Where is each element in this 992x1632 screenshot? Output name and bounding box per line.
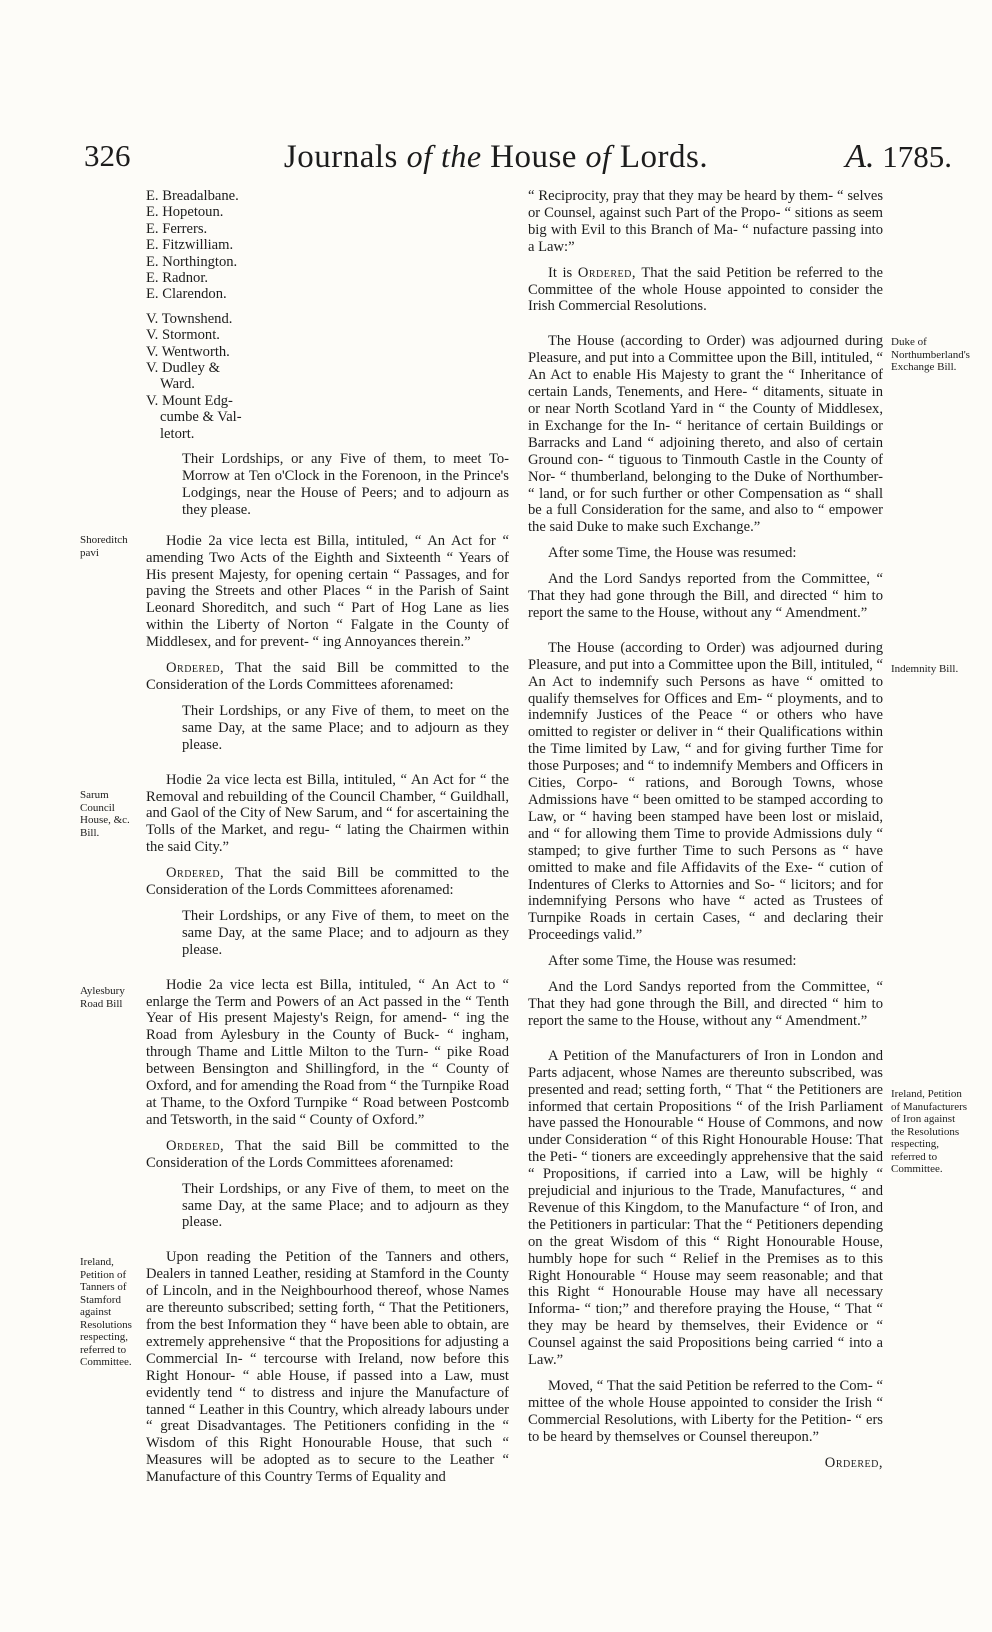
margin-note-aylesbury: Aylesbury Road Bill — [80, 985, 125, 1010]
margin-note-ireland-tanners: Ireland, Petition of Tanners of Stamford against Resolutions respecting, referred to Committee. — [80, 1256, 132, 1368]
ordered-lead: It is — [548, 264, 573, 281]
left-column — [146, 188, 509, 1495]
peer-name: V. Mount Edg- — [146, 392, 233, 409]
title-part: of — [576, 138, 620, 174]
page-title — [0, 138, 992, 176]
ordered-text — [146, 1138, 509, 1172]
title-part: of — [406, 138, 433, 174]
title-part: Journals — [283, 139, 407, 175]
moved-text: Moved, “ That the said Petition be referred to the Com- “ mittee of the whole House appointed to consider the Irish “ Commercial Resolutions, with Liberty for the Petition- “ ers to be heard by themselves or Counsel thereupon.” — [528, 1378, 883, 1445]
house-resumed-text: After some Time, the House was resumed: — [548, 545, 797, 562]
ordered-text — [146, 865, 509, 899]
peer-name: letort. — [160, 425, 195, 442]
tanners-petition-text: Upon reading the Petition of the Tanners and others, Dealers in tanned Leather, residing at Stamford in the County of Lincoln, and in the Neighbourhood thereof, whose Names are thereunto subscribed; setting forth, “ That the Petitioners, from the best Information they “ have been able to obtain, are extremely apprehensive “ that the Propositions for adjusting a Commercial In- “ tercourse with Ireland, now before this Right Honour- “ able House, if passed into a Law, must evidently tend “ to distress and injure the Manufacture of tanned “ Leather in this Country, which already labours under “ great Disadvantages. The Petitioners confiding in the “ Wisdom of this Right Honourable House, that such “ Measures will be adopted as to secure to the Leather “ Manufacture of this Country Terms of Equality and — [146, 1249, 509, 1486]
ordered-irish-text — [528, 265, 883, 316]
ordered-body: That the said Bill be committed to the Consideration of the Lords Committees aforenamed: — [146, 1137, 509, 1171]
title-part: House — [490, 139, 577, 175]
year-prefix: A. — [845, 138, 875, 175]
ordered-text — [146, 660, 509, 694]
iron-petition-text: A Petition of the Manufacturers of Iron in London and Parts adjacent, whose Names are thereunto subscribed, was presented and read; setting forth, “ That “ the Petitioners are informed that certain Propositions “ of the Irish Parliament have passed the Honourable “ House of Commons, and now under Consideration “ of this Right Honourable House: That the Peti- “ tioners are exceedingly apprehensive that the said “ Propositions, if carried into a Law, will be highly “ prejudicial and injurious to the Trade, Manufactures, “ and Revenue of this Kingdom, to the Manufacture “ of Iron, and the Petitioners in particular: That the “ Petitioners depending on the great Wisdom of this “ Right Honourable House, humbly hope for such “ Relief in the Premises as to this Right Honourable “ House may seem reasonable; and that this Right “ Honourable House may have all necessary Informa- “ tion;” and therefore praying the House, “ That “ they may be heard by themselves, their Evidence or “ Counsel against the said Propositions being carried “ into a Law.” — [528, 1047, 883, 1369]
peer-name: cumbe & Val- — [160, 409, 242, 426]
indemnity-bill-text: The House (according to Order) was adjourned during Pleasure, and put into a Committee upon the Bill, intituled, “ An Act to indemnify such Persons as have “ omitted to qualify themselves for Offices and Em- “ ployments, and to indemnify Justices of the Peace “ or others who have omitted to register or deliver in “ their Qualifications within the Time limited by Law, “ and for giving further Time for those Purposes; and “ to indemnify Members and Officers in Cities, Corpo- “ rations, and Borough Towns, whose Admissions have “ been omitted to be stamped according to Law, or “ having been stamped have been lost or mislaid, and “ for allowing them Time to provide Admissions duly “ stamped; to give further Time to such Persons as “ have omitted to make and file Affidavits of the Exe- “ cution of Indentures of Clerks to Attornies and So- “ licitors; and for indemnifying Persons who have “ acted as Trustees of Turnpike Roads in certain Cases, “ and declaring their Proceedings valid.” — [528, 639, 883, 944]
peer-name: E. Northington. — [146, 253, 238, 270]
catchword: Ordered, — [824, 1454, 883, 1471]
ordered-body: That the said Bill be committed to the Consideration of the Lords Committees aforenamed: — [146, 660, 509, 693]
ordered-word: Ordered, — [577, 264, 637, 281]
ordered-body: That the said Petition be referred to the Committee of the whole House appointed to consider the Irish Commercial Resolutions. — [528, 264, 884, 315]
title-part: the — [432, 138, 491, 174]
peer-name: E. Ferrers. — [146, 220, 208, 237]
ordered-word: Ordered, — [166, 1137, 225, 1154]
year-value: 1785. — [882, 139, 952, 174]
meeting-text: Their Lordships, or any Five of them, to meet on the same Day, at the same Place; and to adjourn as they please. — [182, 702, 509, 753]
peer-name: Ward. — [160, 376, 195, 393]
peer-name: V. Wentworth. — [146, 343, 230, 360]
ordered-word: Ordered, — [166, 660, 225, 677]
tanners-petition-continued: “ Reciprocity, pray that they may be heard by them- “ selves or Counsel, against such Part of the Propo- “ sitions as seem big with Evil to this Branch of Ma- “ nufacture passing into a Law:” — [528, 188, 883, 255]
peer-name: V. Dudley & — [146, 360, 220, 377]
right-column — [528, 188, 883, 1472]
peer-name: E. Fitzwilliam. — [146, 237, 234, 254]
meeting-text: Their Lordships, or any Five of them, to meet on the same Day, at the same Place; and to adjourn as they please. — [182, 907, 509, 958]
peer-name: V. Townshend. — [146, 310, 233, 327]
peer-name: E. Breadalbane. — [146, 188, 239, 204]
page-header — [0, 0, 992, 180]
margin-note-ireland-iron: Ireland, Petition of Manufacturers of Iron against the Resolutions respecting, referred to Committee. — [891, 1088, 968, 1175]
margin-note-northumberland: Duke of Northumberland's Exchange Bill. — [891, 336, 970, 373]
peer-name: E. Hopetoun. — [146, 204, 224, 221]
margin-note-sarum: Sarum Council House, &c. Bill. — [80, 789, 130, 839]
peer-name: E. Radnor. — [146, 270, 209, 287]
peer-name: E. Clarendon. — [146, 286, 227, 303]
margin-note-shoreditch: Shoreditch pavi — [80, 534, 128, 559]
page-year — [845, 138, 952, 176]
peer-name: V. Stormont. — [146, 327, 220, 344]
sandys-report-text: And the Lord Sandys reported from the Committee, “ That they had gone through the Bill, and directed “ him to report the same to the House, without any “ Amendment.” — [528, 979, 883, 1029]
sandys-report-text: And the Lord Sandys reported from the Committee, “ That they had gone through the Bill, and directed “ him to report the same to the House, without any “ Amendment.” — [528, 571, 883, 621]
ordered-word: Ordered, — [166, 865, 225, 882]
page-number: 326 — [84, 138, 131, 173]
committee-names — [146, 188, 509, 442]
house-resumed-text: After some Time, the House was resumed: — [548, 953, 797, 970]
sarum-bill-text: Hodie 2a vice lecta est Billa, intituled, “ An Act for “ the Removal and rebuilding of the Council Chamber, “ Guildhall, and Gaol of the City of New Sarum, and “ for ascertaining the Tolls of the Market, and regu- “ lating the Chairmen within the said City.” — [146, 771, 509, 856]
meeting-text: Their Lordships, or any Five of them, to meet on the same Day, at the same Place; and to adjourn as they please. — [182, 1180, 509, 1231]
meeting-text: Their Lordships, or any Five of them, to meet To-Morrow at Ten o'Clock in the Forenoon, in the Prince's Lodgings, near the House of Peers; and to adjourn as they please. — [182, 451, 509, 518]
ordered-body: That the said Bill be committed to the Consideration of the Lords Committees aforenamed: — [146, 865, 509, 899]
shoreditch-bill-text: Hodie 2a vice lecta est Billa, intituled, “ An Act for “ amending Two Acts of the Eighth and Sixteenth “ Years of His present Majesty, for opening certain “ Passages, and for paving the Streets and other Places “ in the Parish of Saint Leonard Shoreditch, and such “ Part of Hog Lane as lies within the Liberty of Norton “ Falgate in the County of Middlesex, and for prevent- “ ing Annoyances therein.” — [146, 532, 509, 651]
title-part: Lords. — [619, 139, 709, 175]
northumberland-bill-text: The House (according to Order) was adjourned during Pleasure, and put into a Committee upon the Bill, intituled, “ An Act to enable His Majesty to grant the “ Inheritance of certain Lands, Tenements, and Here- “ ditaments, situate in or near North Scotland Yard in “ the County of Middlesex, in Exchange for the In- “ heritance of certain Buildings or Barracks and Land “ adjoining thereto, and also of certain Ground con- “ tiguous to Tinmouth Castle in the County of Nor- “ thumberland, belonging to the Duke of Northumber- “ land, or for such further or other Compensation as “ shall be a full Consideration for the same, and also to “ empower the said Duke to make such Exchange.” — [528, 333, 883, 536]
aylesbury-bill-text: Hodie 2a vice lecta est Billa, intituled, “ An Act to “ enlarge the Term and Powers of an Act passed in the “ Tenth Year of His present Majesty's Reign, for amend- “ ing the Road from Aylesbury in the County of Buck- “ ingham, through Thame and Little Milton to the Turn- “ pike Road between Bensington and Shillingford, in the “ County of Oxford, and for amending the Road from “ the Turnpike Road at Thame, to the Oxford Turnpike “ Road between Postcomb and Tetsworth, in the said “ County of Oxford.” — [146, 976, 509, 1128]
margin-note-indemnity: Indemnity Bill. — [891, 663, 959, 675]
